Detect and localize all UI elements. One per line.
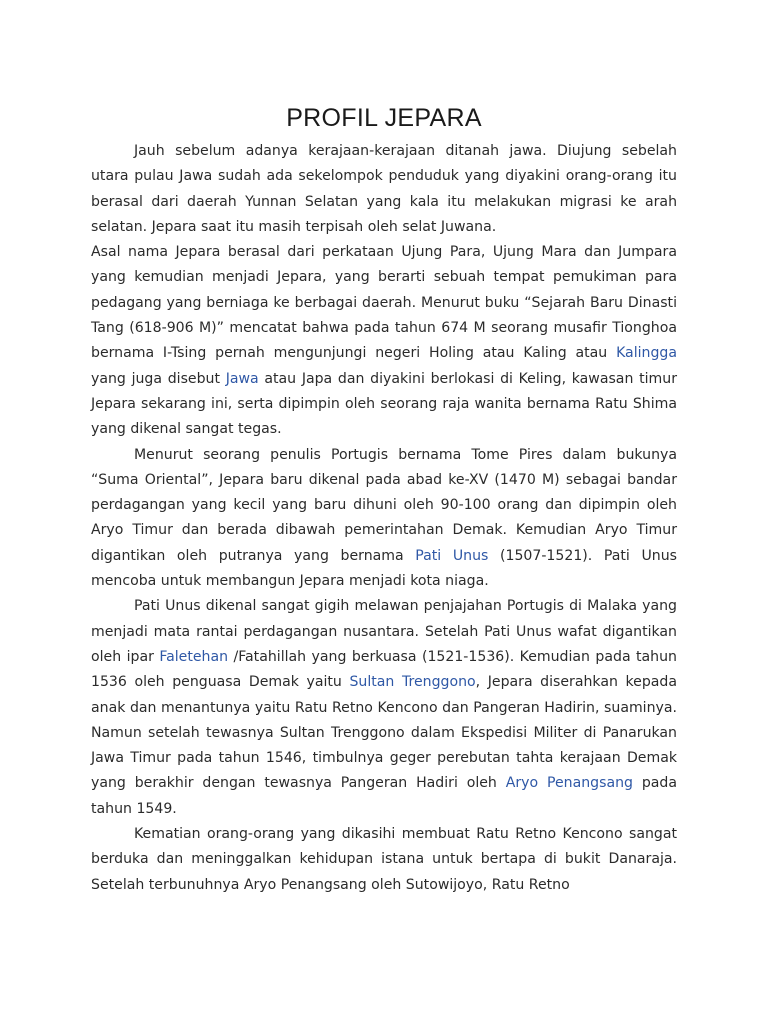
paragraph-2-text-c: atau Japa dan diyakini berlokasi di Keling, kawasan timur Jepara sekarang ini, serta dipimpin oleh seorang raja wanita bernama Ratu Shima yang dikenal sangat tegas. [91, 370, 677, 438]
link-kalingga[interactable]: Kalingga [616, 345, 677, 362]
paragraph-2-text-a: Asal nama Jepara berasal dari perkataan Ujung Para, Ujung Mara dan Jumpara yang kemudian menjadi Jepara, yang berarti sebuah tempat pemukiman para pedagang yang berniaga ke berbagai daerah. Menurut buku “Sejarah Baru Dinasti Tang (618-906 M)” mencatat bahwa pada tahun 674 M seorang musafir Tionghoa bernama I-Tsing pernah mengunjungi negeri Holing atau Kaling atau [91, 244, 677, 362]
link-faletehan[interactable]: Faletehan [159, 648, 229, 665]
paragraph-4-text-b: /Fatahillah yang berkuasa (1521-1536). Kemudian pada tahun 1536 oleh penguasa Demak yaitu [91, 648, 677, 691]
link-jawa[interactable]: Jawa [225, 370, 259, 387]
paragraph-5-text: Kematian orang-orang yang dikasihi membuat Ratu Retno Kencono sangat berduka dan meninggalkan kehidupan istana untuk bertapa di bukit Danaraja. Setelah terbunuhnya Aryo Penangsang oleh Sutowijoyo, Ratu Retno [91, 826, 677, 893]
paragraph-3 [91, 443, 677, 595]
paragraph-3-text-a: Menurut seorang penulis Portugis bernama Tome Pires dalam bukunya “Suma Oriental”, Jepara baru dikenal pada abad ke-XV (1470 M) sebagai bandar perdagangan yang kecil yang baru dihuni oleh 90-100 orang dan dipimpin oleh Aryo Timur dan berada dibawah pemerintahan Demak. Kemudian Aryo Timur digantikan oleh putranya yang bernama [91, 446, 677, 564]
paragraph-4-text-c: , Jepara diserahkan kepada anak dan menantunya yaitu Ratu Retno Kencono dan Pangeran Hadirin, suaminya. Namun setelah tewasnya Sultan Trenggono dalam Ekspedisi Militer di Panarukan Jawa Timur pada tahun 1546, timbulnya geger perebutan tahta kerajaan Demak yang berakhir dengan tewasnya Pangeran Hadiri oleh [91, 674, 677, 792]
paragraph-4-text-d: pada tahun 1549. [91, 775, 677, 817]
paragraph-4-text-a: Pati Unus dikenal sangat gigih melawan penjajahan Portugis di Malaka yang menjadi mata rantai perdagangan nusantara. Setelah Pati Unus wafat digantikan oleh ipar [91, 598, 677, 665]
link-sultan-trenggono[interactable]: Sultan Trenggono [349, 674, 476, 691]
paragraph-4 [91, 594, 677, 822]
paragraph-5 [91, 822, 677, 898]
link-aryo-penangsang[interactable]: Aryo Penangsang [505, 775, 633, 792]
paragraph-1 [91, 139, 677, 240]
paragraph-2-text-b: yang juga disebut [91, 370, 226, 387]
document-title: PROFIL JEPARA [286, 104, 482, 132]
document-page [91, 104, 677, 898]
paragraph-3-text-b: (1507-1521). Pati Unus mencoba untuk membangun Jepara menjadi kota niaga. [91, 547, 677, 590]
paragraph-2 [91, 240, 677, 442]
link-pati-unus[interactable]: Pati Unus [415, 547, 489, 564]
paragraph-1-text: Jauh sebelum adanya kerajaan-kerajaan ditanah jawa. Diujung sebelah utara pulau Jawa sudah ada sekelompok penduduk yang diyakini orang-orang itu berasal dari daerah Yunnan Selatan yang kala itu melakukan migrasi ke arah selatan. Jepara saat itu masih terpisah oleh selat Juwana. [91, 143, 677, 235]
